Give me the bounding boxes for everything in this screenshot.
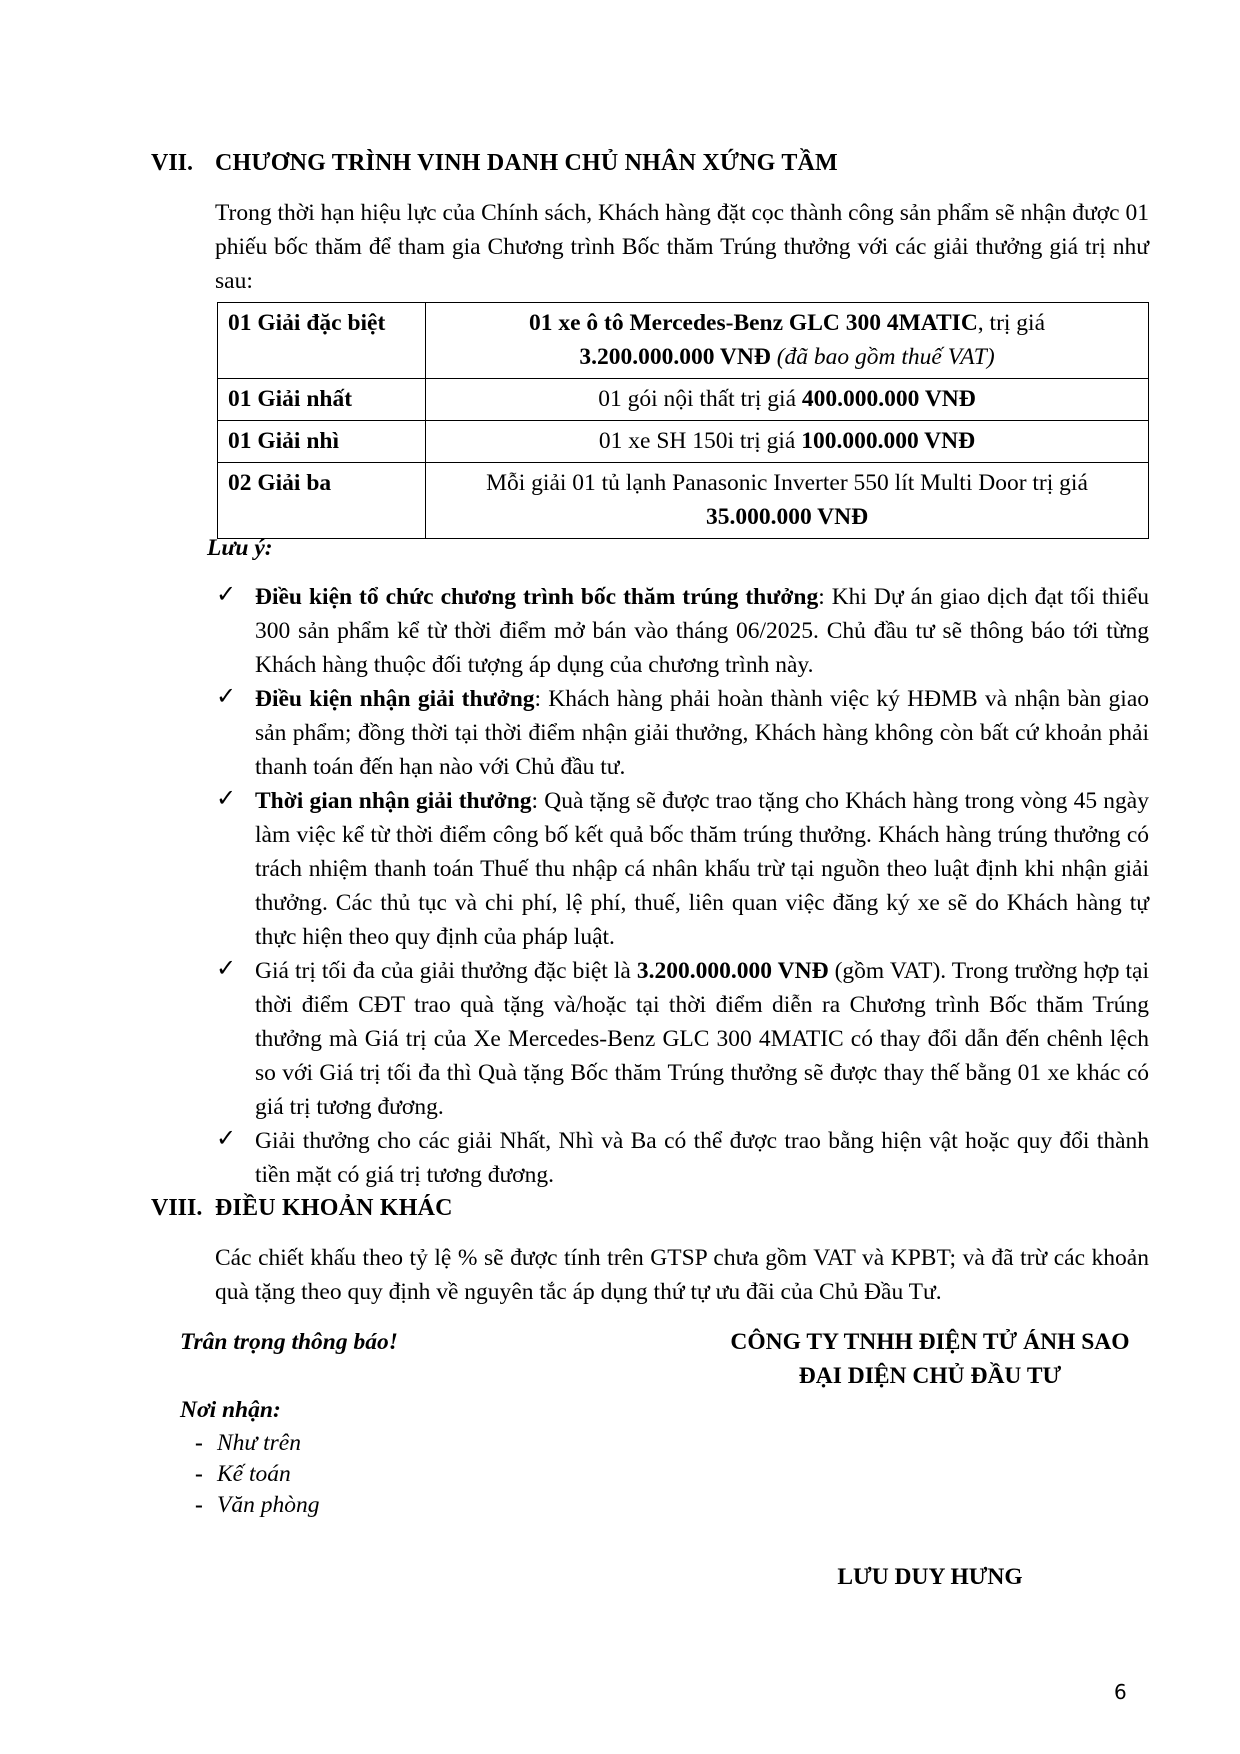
prize-name: 01 Giải nhì	[218, 421, 426, 463]
list-item: - Kế toán	[195, 1461, 291, 1487]
check-icon: ✓	[216, 580, 237, 608]
prize-description: 01 xe SH 150i trị giá 100.000.000 VNĐ	[426, 421, 1149, 463]
list-item: Điều kiện nhận giải thưởng: Khách hàng phải hoàn thành việc ký HĐMB và nhận bàn giao sản phẩm; đồng thời tại thời điểm nhận giải thưởng, Khách hàng không còn bất cứ khoản phải thanh toán đến hạn nào với Chủ đầu tư.	[255, 686, 1149, 780]
check-icon: ✓	[216, 1124, 237, 1152]
section-7-title: CHƯƠNG TRÌNH VINH DANH CHỦ NHÂN XỨNG TẦM	[215, 150, 838, 176]
table-row	[218, 421, 1149, 463]
prize-name: 02 Giải ba	[218, 463, 426, 539]
list-item: Điều kiện tổ chức chương trình bốc thăm trúng thưởng: Khi Dự án giao dịch đạt tối thiểu 300 sản phẩm kể từ thời điểm mở bán vào tháng 06/2025. Chủ đầu tư sẽ thông báo tới từng Khách hàng thuộc đối tượng áp dụng của chương trình này.	[255, 584, 1150, 678]
company-name: CÔNG TY TNHH ĐIỆN TỬ ÁNH SAO	[730, 1329, 1130, 1355]
list-item: - Như trên	[195, 1430, 301, 1456]
section-8-text: Các chiết khấu theo tỷ lệ % sẽ được tính trên GTSP chưa gồm VAT và KPBT; và đã trừ các khoản quà tặng theo quy định về nguyên tắc áp dụng thứ tự ưu đãi của Chủ Đầu Tư.	[215, 1245, 1149, 1305]
check-icon: ✓	[216, 784, 237, 812]
page-number: 6	[1114, 1680, 1127, 1704]
recipient-list	[195, 1428, 319, 1521]
list-item: - Văn phòng	[195, 1492, 320, 1518]
check-icon: ✓	[216, 954, 237, 982]
closing-greeting: Trân trọng thông báo!	[180, 1329, 398, 1355]
section-7-intro: Trong thời hạn hiệu lực của Chính sách, Khách hàng đặt cọc thành công sản phẩm sẽ nhận được 01 phiếu bốc thăm để tham gia Chương trình Bốc thăm Trúng thưởng với các giải thưởng giá trị như sau:	[215, 200, 1149, 294]
check-icon: ✓	[216, 682, 237, 710]
prize-description: 01 xe ô tô Mercedes-Benz GLC 300 4MATIC, trị giá 3.200.000.000 VNĐ (đã bao gồm thuế VAT)	[426, 303, 1149, 379]
list-item: Giải thưởng cho các giải Nhất, Nhì và Ba có thể được trao bằng hiện vật hoặc quy đổi thành tiền mặt có giá trị tương đương.	[255, 1128, 1149, 1188]
company-role: ĐẠI DIỆN CHỦ ĐẦU TƯ	[798, 1363, 1062, 1389]
prize-description: Mỗi giải 01 tủ lạnh Panasonic Inverter 550 lít Multi Door trị giá 35.000.000 VNĐ	[426, 463, 1149, 539]
signer-name: LƯU DUY HƯNG	[837, 1564, 1023, 1590]
prize-description: 01 gói nội thất trị giá 400.000.000 VNĐ	[426, 379, 1149, 421]
list-item: Thời gian nhận giải thưởng: Quà tặng sẽ được trao tặng cho Khách hàng trong vòng 45 ngày làm việc kể từ thời điểm công bố kết quả bốc thăm trúng thưởng. Khách hàng trúng thưởng có trách nhiệm thanh toán Thuế thu nhập cá nhân khấu trừ tại nguồn theo luật định khi nhận giải thưởng. Các thủ tục và chi phí, lệ phí, thuế, liên quan việc đăng ký xe sẽ do Khách hàng tự thực hiện theo quy định của pháp luật.	[255, 788, 1149, 950]
table-row	[218, 379, 1149, 421]
table-row	[218, 303, 1149, 379]
recipients-label: Nơi nhận:	[180, 1397, 281, 1423]
section-8-number: VIII.	[151, 1195, 203, 1221]
list-item: Giá trị tối đa của giải thưởng đặc biệt là 3.200.000.000 VNĐ (gồm VAT). Trong trường hợp tại thời điểm CĐT trao quà tặng và/hoặc tại thời điểm diễn ra Chương trình Bốc thăm Trúng thưởng mà Giá trị của Xe Mercedes-Benz GLC 300 4MATIC có thay đổi dẫn đến chênh lệch so với Giá trị tối đa thì Quà tặng Bốc thăm Trúng thưởng sẽ được thay thế bằng 01 xe khác có giá trị tương đương.	[255, 958, 1149, 1120]
prize-table	[217, 302, 1149, 539]
section-8-title: ĐIỀU KHOẢN KHÁC	[215, 1195, 453, 1221]
table-row	[218, 463, 1149, 539]
note-label: Lưu ý:	[207, 535, 273, 561]
section-7-number: VII.	[151, 150, 194, 176]
prize-name: 01 Giải nhất	[218, 379, 426, 421]
prize-name: 01 Giải đặc biệt	[218, 303, 426, 379]
